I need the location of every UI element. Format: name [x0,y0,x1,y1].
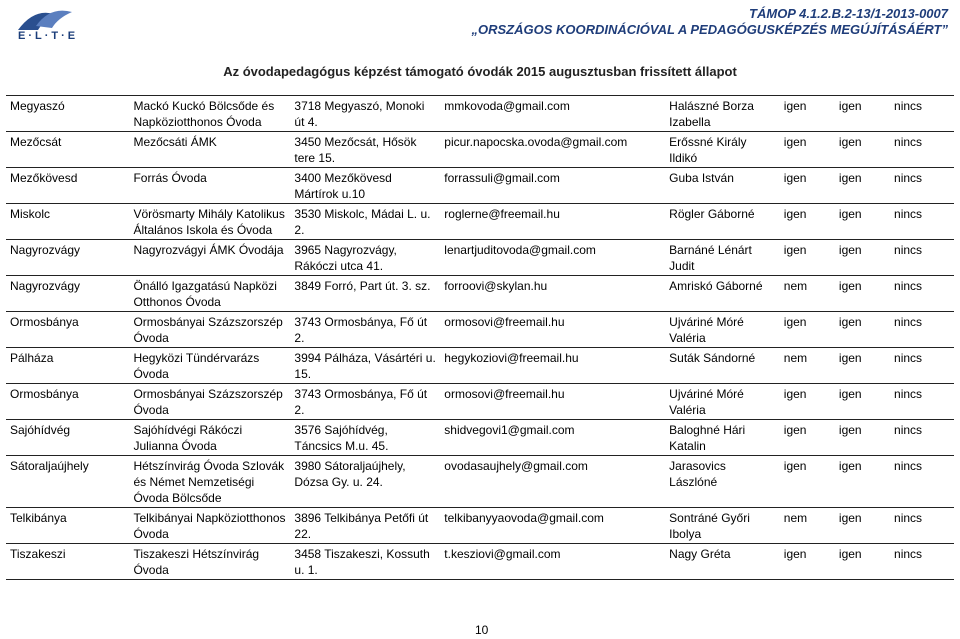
institution-cell: Hétszínvirág Óvoda Szlovák és Német Nemzetiségi Óvoda Bölcsőde [129,456,290,508]
flag-b-cell: igen [835,384,890,420]
email-cell: shidvegovi1@gmail.com [440,420,665,456]
flag-c-cell: nincs [890,544,954,580]
address-cell: 3576 Sajóhídvég, Táncsics M.u. 45. [290,420,440,456]
institution-cell: Telkibányai Napköziotthonos Óvoda [129,508,290,544]
email-cell: hegykoziovi@freemail.hu [440,348,665,384]
table-row [6,132,954,168]
flag-c-cell: nincs [890,420,954,456]
email-cell: mmkovoda@gmail.com [440,96,665,132]
address-cell: 3849 Forró, Part út. 3. sz. [290,276,440,312]
flag-c-cell: nincs [890,96,954,132]
settlement-cell: Miskolc [6,204,129,240]
institution-cell: Tiszakeszi Hétszínvirág Óvoda [129,544,290,580]
flag-a-cell: nem [780,348,835,384]
flag-b-cell: igen [835,508,890,544]
flag-a-cell: igen [780,456,835,508]
page-number: 10 [475,623,489,637]
table-row [6,508,954,544]
address-cell: 3896 Telkibánya Petőfi út 22. [290,508,440,544]
flag-b-cell: igen [835,312,890,348]
contact-cell: Suták Sándorné [665,348,780,384]
flag-a-cell: igen [780,312,835,348]
address-cell: 3994 Pálháza, Vásártéri u. 15. [290,348,440,384]
settlement-cell: Mezőcsát [6,132,129,168]
contact-cell: Halászné Borza Izabella [665,96,780,132]
address-cell: 3400 Mezőkövesd Mártírok u.10 [290,168,440,204]
settlement-cell: Pálháza [6,348,129,384]
institution-cell: Ormosbányai Százszorszép Óvoda [129,312,290,348]
settlement-cell: Nagyrozvágy [6,240,129,276]
flag-a-cell: igen [780,420,835,456]
institution-cell: Ormosbányai Százszorszép Óvoda [129,384,290,420]
address-cell: 3530 Miskolc, Mádai L. u. 2. [290,204,440,240]
flag-a-cell: igen [780,544,835,580]
table-row [6,456,954,508]
table-row [6,348,954,384]
table-row [6,96,954,132]
email-cell: ormosovi@freemail.hu [440,384,665,420]
institution-cell: Önálló Igazgatású Napközi Otthonos Óvoda [129,276,290,312]
table-row [6,168,954,204]
flag-c-cell: nincs [890,132,954,168]
contact-cell: Jarasovics Lászlóné [665,456,780,508]
project-title: „ORSZÁGOS KOORDINÁCIÓVAL A PEDAGÓGUSKÉPZÉS MEGÚJÍTÁSÁÉRT” [471,22,948,37]
email-cell: picur.napocska.ovoda@gmail.com [440,132,665,168]
email-cell: lenartjuditovoda@gmail.com [440,240,665,276]
institution-cell: Vörösmarty Mihály Katolikus Általános Iskola és Óvoda [129,204,290,240]
address-cell: 3980 Sátoraljaújhely, Dózsa Gy. u. 24. [290,456,440,508]
institution-cell: Hegyközi Tündérvarázs Óvoda [129,348,290,384]
settlement-cell: Mezőkövesd [6,168,129,204]
flag-b-cell: igen [835,204,890,240]
flag-b-cell: igen [835,96,890,132]
contact-cell: Guba István [665,168,780,204]
flag-a-cell: igen [780,384,835,420]
table-row [6,420,954,456]
contact-cell: Amriskó Gáborné [665,276,780,312]
flag-b-cell: igen [835,420,890,456]
table-row [6,240,954,276]
page-subtitle: Az óvodapedagógus képzést támogató óvodák 2015 augusztusban frissített állapot [223,64,737,79]
address-cell: 3743 Ormosbánya, Fő út 2. [290,384,440,420]
contact-cell: Ujváriné Móré Valéria [665,384,780,420]
flag-b-cell: igen [835,168,890,204]
flag-c-cell: nincs [890,240,954,276]
settlement-cell: Tiszakeszi [6,544,129,580]
flag-b-cell: igen [835,348,890,384]
contact-cell: Rögler Gáborné [665,204,780,240]
flag-c-cell: nincs [890,348,954,384]
email-cell: t.kesziovi@gmail.com [440,544,665,580]
address-cell: 3450 Mezőcsát, Hősök tere 15. [290,132,440,168]
email-cell: forroovi@skylan.hu [440,276,665,312]
address-cell: 3965 Nagyrozvágy, Rákóczi utca 41. [290,240,440,276]
contact-cell: Nagy Gréta [665,544,780,580]
flag-c-cell: nincs [890,456,954,508]
flag-b-cell: igen [835,544,890,580]
page-header [0,0,960,58]
contact-cell: Erőssné Király Ildikó [665,132,780,168]
contact-cell: Baloghné Hári Katalin [665,420,780,456]
flag-b-cell: igen [835,132,890,168]
settlement-cell: Nagyrozvágy [6,276,129,312]
flag-c-cell: nincs [890,508,954,544]
table-row [6,384,954,420]
institution-cell: Sajóhídvégi Rákóczi Julianna Óvoda [129,420,290,456]
flag-a-cell: igen [780,132,835,168]
flag-b-cell: igen [835,456,890,508]
contact-cell: Sontráné Győri Ibolya [665,508,780,544]
address-cell: 3718 Megyaszó, Monoki út 4. [290,96,440,132]
flag-c-cell: nincs [890,168,954,204]
email-cell: ormosovi@freemail.hu [440,312,665,348]
project-code: TÁMOP 4.1.2.B.2-13/1-2013-0007 [749,6,948,21]
settlement-cell: Sátoraljaújhely [6,456,129,508]
settlement-cell: Ormosbánya [6,312,129,348]
settlement-cell: Megyaszó [6,96,129,132]
flag-a-cell: igen [780,168,835,204]
address-cell: 3743 Ormosbánya, Fő út 2. [290,312,440,348]
flag-a-cell: igen [780,240,835,276]
flag-b-cell: igen [835,240,890,276]
flag-c-cell: nincs [890,312,954,348]
contact-cell: Ujváriné Móré Valéria [665,312,780,348]
logo-text: E·L·T·E [18,30,79,42]
email-cell: ovodasaujhely@gmail.com [440,456,665,508]
institution-cell: Forrás Óvoda [129,168,290,204]
table-row [6,276,954,312]
flag-b-cell: igen [835,276,890,312]
table-row [6,312,954,348]
flag-c-cell: nincs [890,276,954,312]
flag-a-cell: nem [780,276,835,312]
email-cell: roglerne@freemail.hu [440,204,665,240]
flag-c-cell: nincs [890,204,954,240]
institution-cell: Mezőcsáti ÁMK [129,132,290,168]
kindergarten-table [6,95,954,580]
email-cell: telkibanyyaovoda@gmail.com [440,508,665,544]
address-cell: 3458 Tiszakeszi, Kossuth u. 1. [290,544,440,580]
flag-a-cell: igen [780,204,835,240]
settlement-cell: Telkibánya [6,508,129,544]
institution-cell: Nagyrozvágyi ÁMK Óvodája [129,240,290,276]
table-row [6,544,954,580]
table-row [6,204,954,240]
contact-cell: Barnáné Lénárt Judit [665,240,780,276]
flag-c-cell: nincs [890,384,954,420]
settlement-cell: Sajóhídvég [6,420,129,456]
email-cell: forrassuli@gmail.com [440,168,665,204]
flag-a-cell: nem [780,508,835,544]
settlement-cell: Ormosbánya [6,384,129,420]
flag-a-cell: igen [780,96,835,132]
institution-cell: Mackó Kuckó Bölcsőde és Napköziotthonos Óvoda [129,96,290,132]
